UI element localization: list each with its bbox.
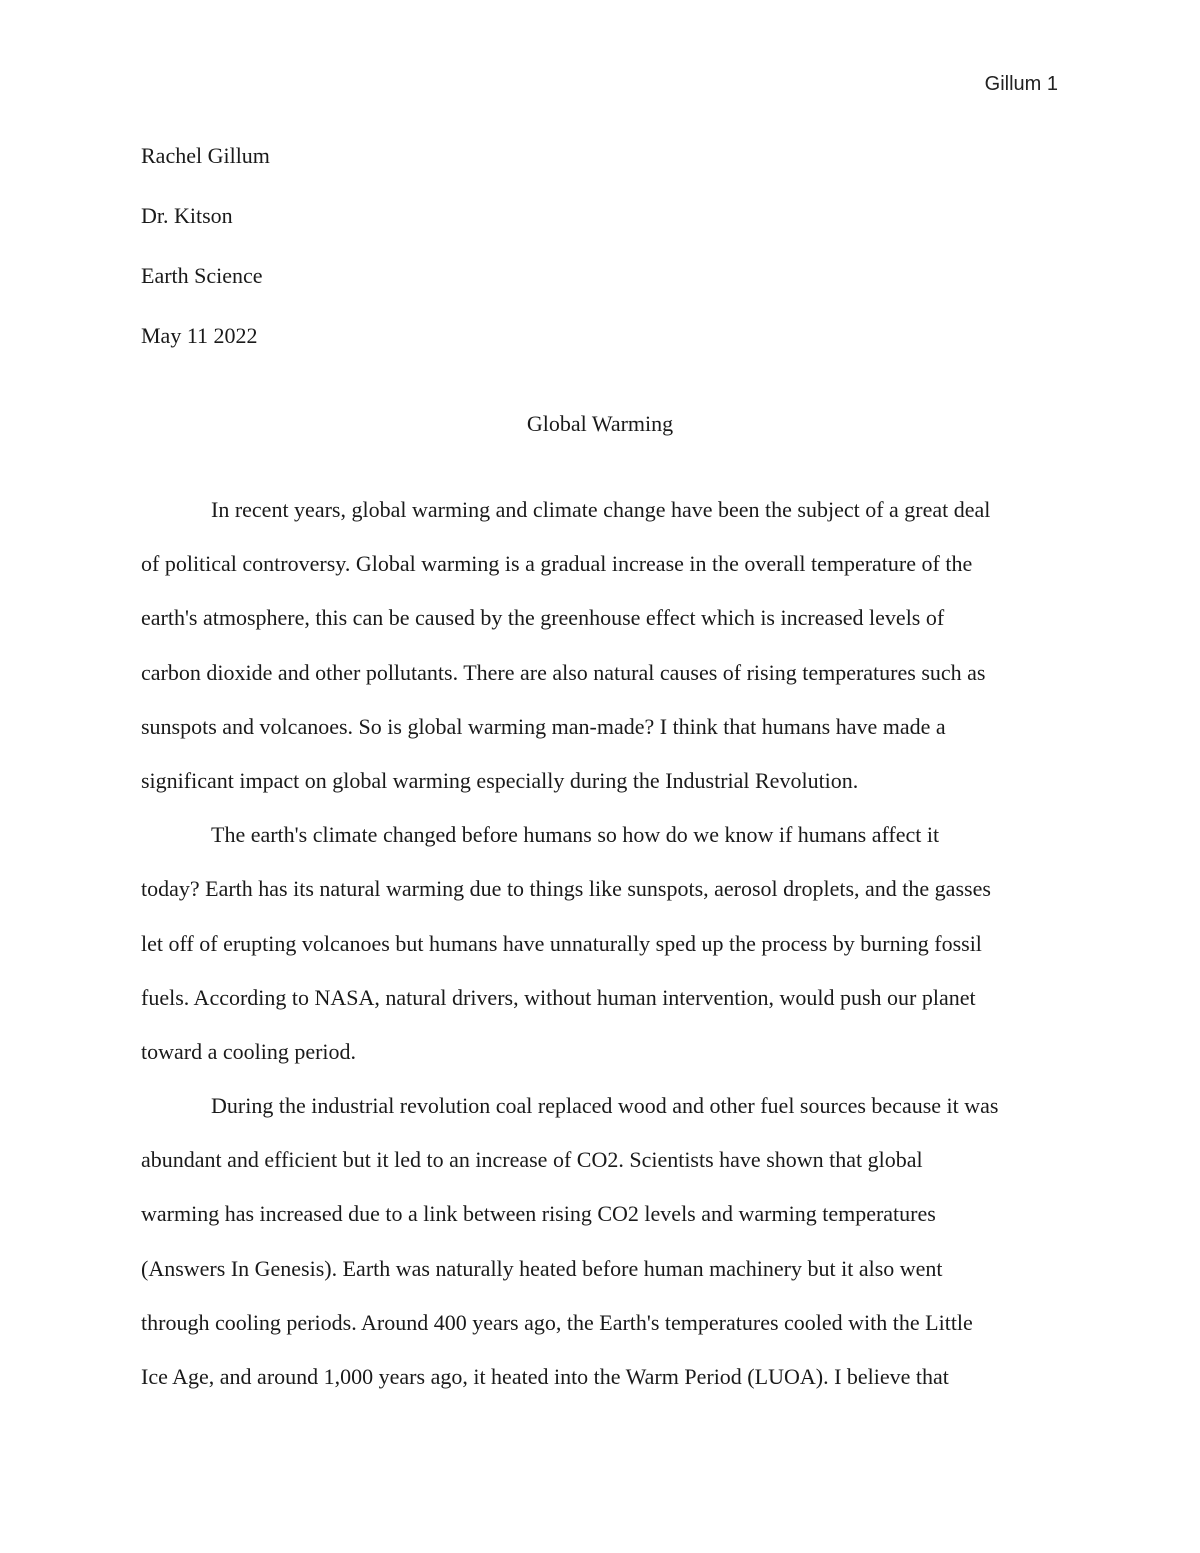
paragraph-line: In recent years, global warming and climate change have been the subject of a great deal <box>211 497 991 522</box>
paragraph-line: through cooling periods. Around 400 years ago, the Earth's temperatures cooled with the Little <box>141 1309 973 1335</box>
paragraph-line: toward a cooling period. <box>141 1038 357 1064</box>
paragraph-line: let off of erupting volcanoes but humans have unnaturally sped up the process by burning fossil <box>141 930 982 956</box>
paragraph-line: fuels. According to NASA, natural drivers, without human intervention, would push our planet <box>141 984 976 1010</box>
essay-date: May 11 2022 <box>141 323 258 348</box>
course-name: Earth Science <box>141 263 263 288</box>
essay-body <box>141 496 1059 1417</box>
mla-heading <box>141 142 270 382</box>
paragraph-line: earth's atmosphere, this can be caused by the greenhouse effect which is increased levels of <box>141 605 945 631</box>
running-head: Gillum 1 <box>984 73 1058 95</box>
paragraph-line: abundant and efficient but it led to an increase of CO2. Scientists have shown that global <box>141 1147 923 1173</box>
paragraph-line: of political controversy. Global warming is a gradual increase in the overall temperature of the <box>141 551 973 577</box>
paragraph-1 <box>141 496 1059 821</box>
student-name: Rachel Gillum <box>141 143 270 168</box>
paragraph-line: today? Earth has its natural warming due to things like sunspots, aerosol droplets, and the gasses <box>141 876 991 902</box>
instructor-name: Dr. Kitson <box>141 203 233 228</box>
paragraph-line: Ice Age, and around 1,000 years ago, it heated into the Warm Period (LUOA). I believe that <box>141 1364 949 1389</box>
paragraph-3 <box>141 1092 1059 1417</box>
paragraph-2 <box>141 821 1059 1092</box>
paragraph-line: carbon dioxide and other pollutants. There are also natural causes of rising temperatures such as <box>141 659 986 685</box>
paragraph-line: During the industrial revolution coal replaced wood and other fuel sources because it was <box>211 1093 999 1119</box>
essay-title: Global Warming <box>526 411 674 436</box>
paragraph-line: (Answers In Genesis). Earth was naturally heated before human machinery but it also went <box>141 1255 943 1281</box>
paragraph-line: The earth's climate changed before humans so how do we know if humans affect it <box>211 822 940 848</box>
paragraph-line: warming has increased due to a link between rising CO2 levels and warming temperatures <box>141 1201 936 1227</box>
paragraph-line: significant impact on global warming especially during the Industrial Revolution. <box>141 767 859 793</box>
paragraph-line: sunspots and volcanoes. So is global warming man-made? I think that humans have made a <box>141 713 946 739</box>
